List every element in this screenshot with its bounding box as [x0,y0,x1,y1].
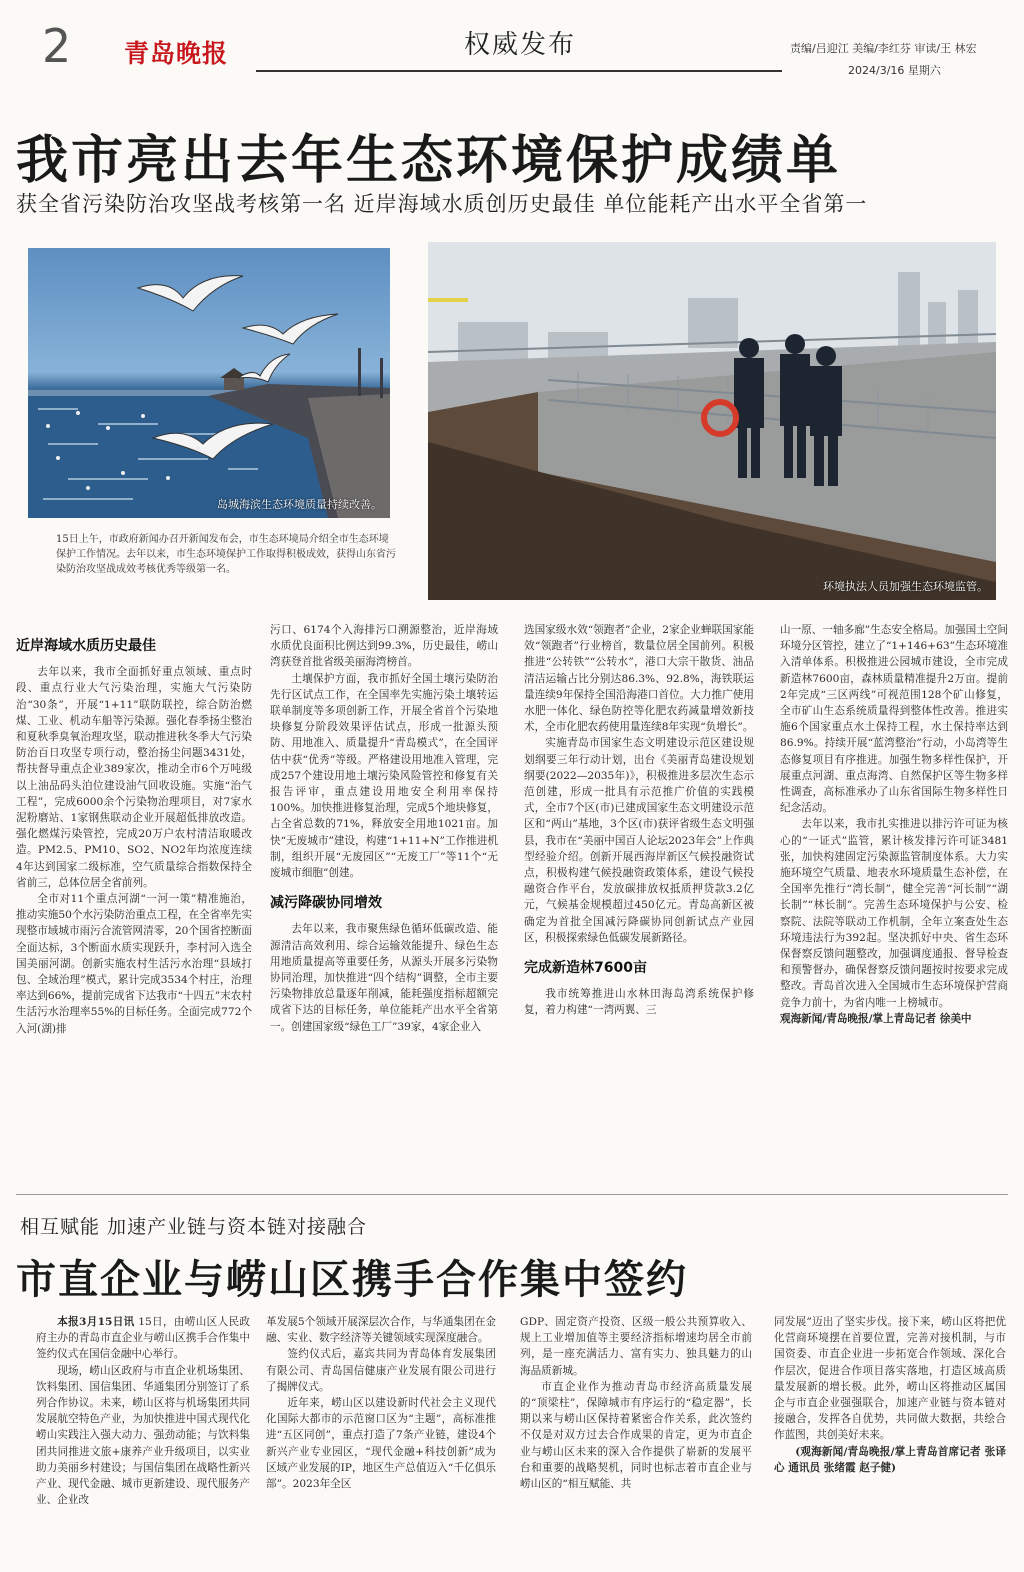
article2-kicker: 相互赋能 加速产业链与资本链对接融合 [20,1216,368,1238]
paragraph: 土壤保护方面，我市抓好全国土壤污染防治先行区试点工作，在全国率先实施污染土壤转运联单制度等多项创新工作，开展全省首个污染地块修复分阶段效果评估试点，形成一批源头预防、用地准入、质量提升“青岛模式”，在全国评估中获“优秀”等级。严格建设用地准入管理，完成257个建设用地土壤污染风险管控和修复有关报告评审，重点建设用地安全利用率保持100%。加快推进修复治理，完成5个地块修复，占全省总数的71%，释放安全用地1021亩。加快“无废城市”建设，构建“1+11+N”工作推进机制，组织开展“无废园区”“无废工厂”等11个“无废城市细胞”创建。 [270,672,498,880]
main-headline: 我市亮出去年生态环境保护成绩单 [16,131,842,191]
newspaper-logo: 青岛晚报 [124,39,229,68]
article2-column-3 [520,1314,752,1566]
byline: 观海新闻/青岛晚报/掌上青岛记者 徐美中 [780,1012,972,1025]
section-title: 权威发布 [463,30,576,60]
paragraph: 选国家级水效“领跑者”企业，2家企业蝉联国家能效“领跑者”行业榜首，数量位居全国前列。积极推进“公转铁”“公转水”，港口大宗干散货、油品清洁运输占比分别达86.3%、92.8%，海铁联运量连续9年保持全国沿海港口首位。大力推广使用水肥一体化、绿色防控等化肥农药减量增效新技术，全市化肥农药使用量连续8年实现“负增长”。 [524,624,754,734]
issue-date: 2024/3/16 星期六 [848,64,941,77]
paragraph: 革发展5个领域开展深层次合作，与华通集团在金融、实业、数字经济等关键领域实现深度融合。 [266,1316,496,1345]
section-heading-carbon-reduction: 减污降碳协同增效 [270,895,382,912]
paragraph: 污口、6174个入海排污口溯源整治，近岸海域水质优良面积比例达到99.3%，历史最佳，崂山湾获登首批省级美丽海湾榜首。 [270,624,498,669]
editor-names: 责编/吕迎江 美编/李红芬 审读/王 林宏 [790,42,977,55]
paragraph [36,1314,250,1363]
article2-headline: 市直企业与崂山区携手合作集中签约 [16,1257,688,1303]
article1-column-3 [524,622,754,1174]
article2-column-1 [36,1314,250,1566]
article2-column-4 [774,1314,1006,1566]
photo-seagulls [28,248,390,518]
dateline: 本报3月15日讯 [57,1316,135,1328]
seagull-scene-illustration [28,248,390,518]
main-subhead: 获全省污染防治攻坚战考核第一名 近岸海域水质创历史最佳 单位能耗产出水平全省第一 [16,192,868,216]
paragraph: 近年来，崂山区以建设新时代社会主义现代化国际大都市的示范窗口区为“主题”，高标准推进“五区同创”，重点打造了7条产业链，建设4个新兴产业专业园区，“现代金融+科技创新”成为区域产业发展的IP，地区生产总值迈入“千亿俱乐部”。2023年全区 [266,1397,496,1491]
paragraph: 实施青岛市国家生态文明建设示范区建设规划纲要三年行动计划，出台《美丽青岛建设规划纲要(2022—2035年)》，积极推进多层次生态示范创建，形成一批具有示范推广价值的实践模式，全市7个区(市)已建成国家生态文明建设示范区和“两山”基地，3个区(市)获评省级生态文明强县，我市在“美丽中国百人论坛2023年会”上作典型经验介绍。创新开展西海岸新区气候投融资试点，积极构建气候投融资政策体系，建设气候投融资合作平台，发放碳排放权抵质押贷款3.2亿元，气候基金规模超过450亿元。青岛高新区被确定为首批全国减污降碳协同创新试点产业园区，积极探索绿色低碳发展新路径。 [524,737,754,944]
paragraph: 签约仪式后，嘉宾共同为青岛体育发展集团有限公司、青岛国信健康产业发展有限公司进行了揭牌仪式。 [266,1348,496,1393]
paragraph: 全市对11个重点河湖“一河一策”精准施治，推动实施50个水污染防治重点工程，在全省率先实现整市域城市雨污合流管网清零，20个国省控断面全面达标，3个断面水质实现跃升，李村河入选全国美丽河湖。创新实施农村生活污水治理“县域打包、全域治理”模式，累计完成3534个村庄，治理率达到66%，提前完成省下达我市“十四五”末农村生活污水治理率55%的目标任务。全面完成772个入河(湖)排 [16,893,252,1035]
paragraph: GDP、固定资产投资、区级一般公共预算收入、规上工业增加值等主要经济指标增速均居全市前列，是一座充满活力、富有实力、独具魅力的山海品质新城。 [520,1316,752,1377]
photo1-caption: 岛城海滨生态环境质量持续改善。 [217,498,382,511]
section-heading-water-quality: 近岸海域水质历史最佳 [16,638,156,654]
paragraph-text: 15日，由崂山区人民政府主办的青岛市直企业与崂山区携手合作集中签约仪式在国信金融中心举行。 [36,1316,250,1361]
section-heading-afforestation: 完成新造林7600亩 [524,960,647,977]
channel-scene-illustration [428,242,996,600]
article1-column-4 [780,622,1008,1174]
paragraph: 去年以来，我市扎实推进以排污许可证为核心的“一证式”监管，累计核发排污许可证3481张，加快构建固定污染源监管制度体系。大力实施环境空气质量、地表水环境质量生态补偿，在全国率先推行“湾长制”，健全完善“河长制”“湖长制”“林长制”。完善生态环境保护与公安、检察院、法院等联动工作机制，全年立案查处生态环境违法行为392起。坚决抓好中央、省生态环保督察反馈问题整改，加强调度通报、督导检查和预警督办，确保督察反馈问题按时按要求完成整改。青岛首次进入全国城市生态环境保护营商竞争力前十，为省内唯一上榜城市。 [780,818,1008,1009]
paragraph: 同发展”迈出了坚实步伐。接下来，崂山区将把优化营商环境摆在首要位置，完善对接机制，与市国资委、市直企业进一步拓宽合作领域、深化合作层次，促进合作项目落实落地，打造区域高质量发展新的增长极。此外，崂山区将推动区属国企与市直企业强强联合，加速产业链与资本链对接融合，发挥各自优势，共同做大数据，共绘合作蓝图，共创美好未来。 [774,1316,1006,1442]
byline: (观海新闻/青岛晚报/掌上青岛首席记者 张译心 通讯员 张绪霞 赵子健) [774,1445,1006,1474]
paragraph: 去年以来，我市聚焦绿色循环低碳改造、能源清洁高效利用、综合运输效能提升、绿色生态用地质量提高等重要任务，从源头开展多污染物协同治理，加快推进“四个结构”调整，全市主要污染物排放总量逐年削减，能耗强度指标超额完成省下达的目标任务，单位能耗产出水平全省第一。创建国家级“绿色工厂”39家，4家企业入 [270,923,498,1033]
paragraph: 我市统筹推进山水林田海岛湾系统保护修复，着力构建“一湾两翼、三 [524,988,754,1017]
article1-column-1 [16,634,252,1174]
editor-credits [790,38,1010,82]
section-rule [256,70,782,72]
article-divider [16,1194,1008,1195]
article2-column-2 [266,1314,496,1566]
lead-caption: 15日上午，市政府新闻办召开新闻发布会，市生态环境局介绍全市生态环境保护工作情况。去年以来，市生态环境保护工作取得积极成效，获得山东省污染防治攻坚战成效考核优秀等级第一名。 [56,534,396,575]
page-number: 2 [42,19,72,73]
paragraph: 市直企业作为推动青岛市经济高质量发展的“顶梁柱”，保障城市有序运行的“稳定器”，长期以来与崂山区保持着紧密合作关系，此次签约不仅是对双方过去合作成果的肯定，更为市直企业与崂山区未来的深入合作提供了崭新的发展平台和重要的战略契机，同时也标志着市直企业与崂山区的“相互赋能、共 [520,1380,752,1491]
photo2-caption: 环境执法人员加强生态环境监管。 [823,580,988,593]
paragraph: 去年以来，我市全面抓好重点领域、重点时段、重点行业大气污染治理，实施大气污染防治“30条”，开展“1+11”联防联控，综合防治燃煤、工业、机动车船等污染源。强化春季扬尘整治和夏秋季臭氧治理攻坚，联动推进秋冬季大气污染防治百日攻坚专项行动，整治扬尘问题3431处，帮扶督导重点企业389家次，推动全市6个万吨级以上油品码头泊位建设油气回收设施。实施“治气工程”，完成6000余个污染物治理项目，对7家水泥粉磨站、1家钢焦联动企业开展超低排放改造。强化燃煤污染管控，完成20万户农村清洁取暖改造。PM2.5、PM10、SO2、NO2年均浓度连续4年达到国家二级标准，空气质量综合指数保持全省前三，总体位居全省前列。 [16,666,252,889]
photo-law-enforcement [428,242,996,600]
paragraph: 山一原、一轴多廊”生态安全格局。加强国土空间环境分区管控，建立了“1+146+63”生态环境准入清单体系。积极推进公园城市建设，全市完成新造林7600亩，森林质量精准提升2万亩。提前2年完成“三区两线”可视范围128个矿山修复，全市矿山生态系统质量得到整体性改善。推进实施6个国家重点水土保持工程，水土保持率达到86.9%。持续开展“蓝湾整治”行动，小岛湾等生态修复项目有序推进。加强生物多样性保护，开展重点河湖、重点海湾、自然保护区等生物多样性调查，高标准承办了山东省国际生物多样性日纪念活动。 [780,624,1008,815]
article1-column-2 [270,622,498,1174]
paragraph: 现场，崂山区政府与市直企业机场集团、饮料集团、国信集团、华通集团分别签订了系列合作协议。未来，崂山区将与机场集团共同发展航空特色产业，为加快推进中国式现代化崂山实践注入强大动力、强劲动能；与饮料集团共同推进文旅+康养产业升级项目，以实业助力美丽乡村建设；与国信集团在战略性新兴产业、现代金融、城市更新建设、现代服务产业、企业改 [36,1364,250,1507]
